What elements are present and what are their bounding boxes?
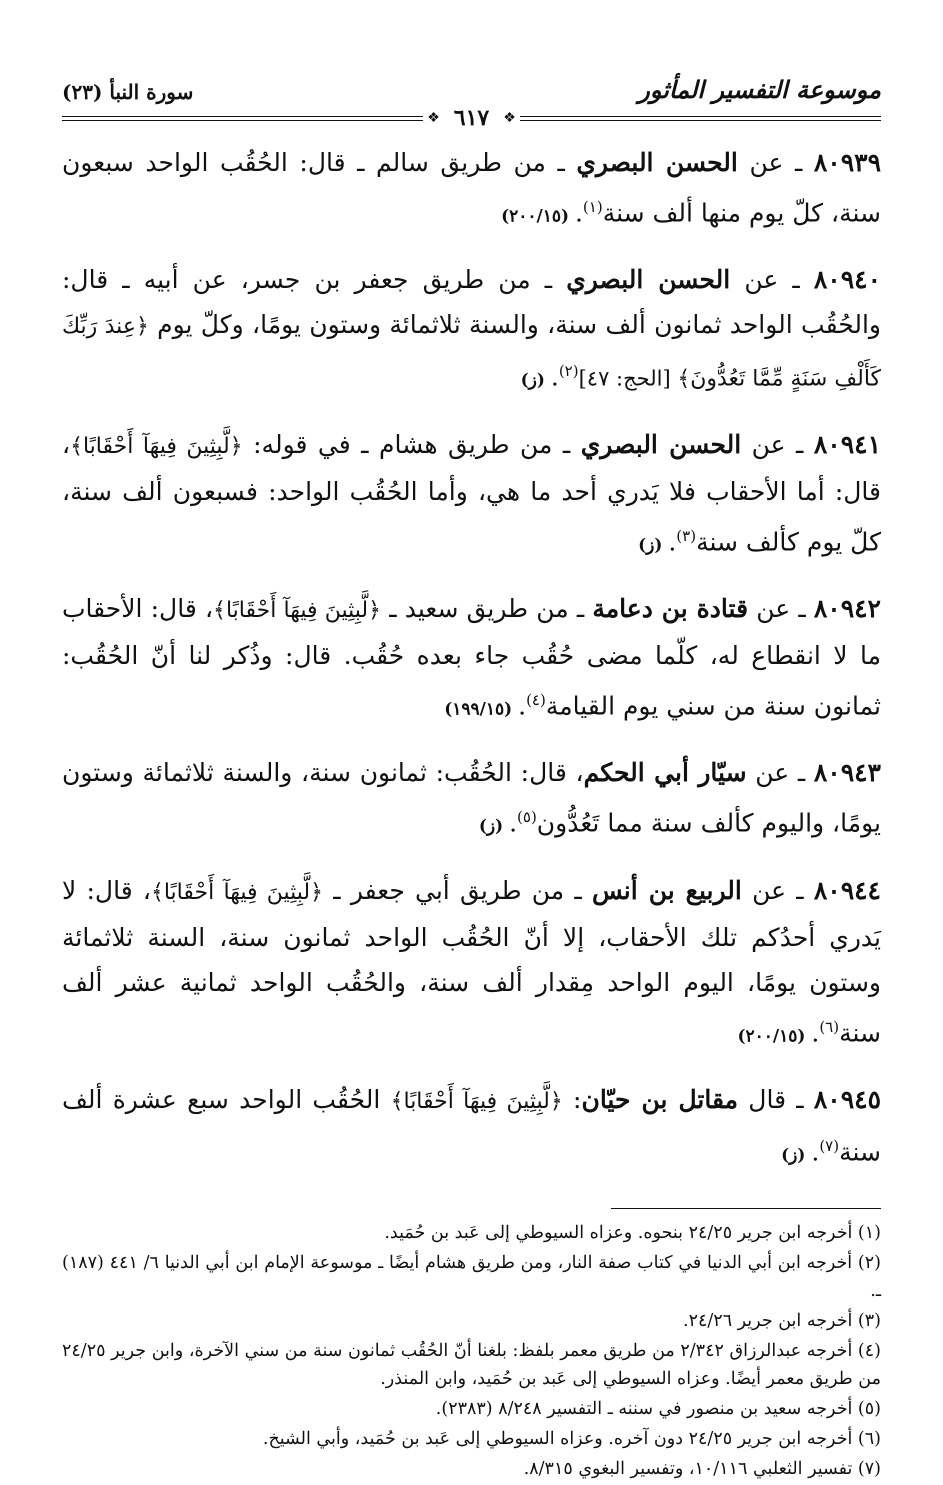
entry-text: : (562, 1084, 582, 1114)
header-rule-left (62, 116, 423, 121)
entry-prefix: ـ عن (730, 265, 814, 295)
entry-text: ـ من طريق هشام ـ في قوله: (242, 429, 581, 459)
volume-reference: (ز) (520, 370, 551, 391)
entry-end: . (550, 362, 559, 392)
entry-text-continued: ، قال: الأحقاب ما لا انقطاع له، كلّما مضى حُقُب جاء بعده حُقُب. قال: وذُكر لنا أنّ الحُقُب: ثمانون سنة من سني يوم القيامة (62, 593, 881, 721)
entry-number: ٨٠٩٤٤ (813, 875, 881, 905)
volume-reference: (ز) (638, 534, 669, 555)
narrator-name: الربيع بن أنس (591, 875, 742, 905)
entry-text-continued: ، قال: لا يَدري أحدُكم تلك الأحقاب، إلا أنّ الحُقُب الواحد ثمانون سنة، السنة ثلاثمائة وستون يومًا، اليوم الواحد مِقدار ألف سنة، والحُقُب الواحد ثمانية عشر ألف سنة (62, 875, 881, 1047)
entry-80939 (62, 140, 881, 239)
footnote-divider (611, 1208, 881, 1209)
quran-quote: ﴿لَّبِثِينَ فِيهَآ أَحْقَابًا﴾ (150, 879, 324, 905)
entry-end: . (811, 1017, 820, 1047)
volume-reference: (٢٠٠/١٥) (501, 206, 575, 227)
entry-number: ٨٠٩٤٠ (813, 265, 881, 295)
volume-reference: (٢٠٠/١٥) (737, 1025, 812, 1046)
ornament-icon: ❖ (503, 110, 516, 126)
entry-prefix: ـ عن (746, 758, 814, 788)
footnotes (62, 1219, 881, 1483)
entry-80940 (62, 257, 881, 403)
entry-80944 (62, 868, 881, 1059)
footnote-2: (٢) أخرجه ابن أبي الدنيا في كتاب صفة النار، ومن طريق هشام أيضًا ـ موسوعة الإمام ابن أبي الدنيا ٦/ ٤٤١ (١٨٧) ـ. (62, 1253, 881, 1302)
entry-end: . (518, 691, 527, 721)
entry-80945 (62, 1077, 881, 1178)
narrator-name: الحسن البصري (580, 429, 742, 459)
footnote-1: (١) أخرجه ابن جرير ٢٤/٢٥ بنحوه. وعزاه السيوطي إلى عَبد بن حُمَيد. (384, 1223, 881, 1244)
entry-text: ـ من طريق جعفر بن جسر، عن أبيه ـ قال: والحُقُب الواحد ثمانون ألف سنة، والسنة ثلاثمائة وستون يومًا، وكلّ يوم (62, 265, 881, 340)
entry-text: ـ من طريق سالم ـ قال: الحُقُب الواحد سبعون سنة، كلّ يوم منها ألف سنة (62, 148, 881, 228)
narrator-name: الحسن البصري (566, 265, 731, 295)
entry-prefix: ـ عن (741, 875, 814, 905)
footnote-marker[interactable]: (٣) (676, 526, 697, 545)
entries-list (62, 140, 881, 1178)
entry-text: ـ من طريق أبي جعفر ـ (323, 875, 592, 905)
header-rule (62, 106, 881, 130)
quran-quote: ﴿لَّبِثِينَ فِيهَآ أَحْقَابًا﴾ (70, 433, 243, 459)
entry-number: ٨٠٩٣٩ (813, 148, 881, 177)
header-rule-right (520, 116, 881, 121)
entry-80943 (62, 750, 881, 849)
volume-reference: (ز) (478, 816, 510, 837)
footnote-3: (٣) أخرجه ابن جرير ٢٤/٢٦. (683, 1311, 881, 1332)
entry-number: ٨٠٩٤٢ (813, 593, 881, 623)
book-title: موسوعة التفسير المأثور (638, 75, 881, 104)
footnote-marker[interactable]: (٦) (819, 1017, 840, 1036)
entry-end: . (509, 808, 518, 838)
entry-prefix: ـ عن (737, 148, 814, 177)
narrator-name: الحسن البصري (576, 148, 738, 177)
entry-80941 (62, 422, 881, 568)
footnote-marker[interactable]: (٢) (558, 362, 579, 381)
entry-end: . (811, 1137, 820, 1167)
page-number: ٦١٧ (453, 105, 490, 131)
entry-number: ٨٠٩٤٣ (813, 758, 881, 788)
entry-text-continued: ، قال: أما الأحقاب فلا يَدري أحد ما هي، وأما الحُقُب الواحد: فسبعون ألف سنة، كلّ يوم كألف سنة (62, 429, 881, 556)
entry-text: ، قال: الحُقُب: ثمانون سنة، والسنة ثلاثمائة وستون يومًا، واليوم كألف سنة مما تَعُدُّون (62, 758, 881, 838)
entry-prefix: ـ عن (748, 593, 814, 623)
footnote-marker[interactable]: (٥) (517, 808, 537, 827)
verse-source: [الحج: ٤٧] (578, 366, 678, 391)
ornament-icon: ❖ (427, 110, 440, 126)
footnote-marker[interactable]: (٧) (819, 1136, 840, 1155)
quran-quote: ﴿عِندَ رَبِّكَ كَأَلْفِ سَنَةٍ مِّمَّا تَعُدُّونَ﴾ (62, 314, 881, 392)
quran-quote: ﴿لَّبِثِينَ فِيهَآ أَحْقَابًا﴾ (390, 1088, 563, 1114)
narrator-name: مقاتل بن حيّان (581, 1084, 739, 1114)
quran-quote: ﴿لَّبِثِينَ فِيهَآ أَحْقَابًا﴾ (213, 597, 382, 623)
entry-prefix: ـ عن (741, 429, 814, 459)
footnote-6: (٦) أخرجه ابن جرير ٢٤/٢٥ دون آخره. وعزاه السيوطي إلى عَبد بن حُمَيد، وأبي الشيخ. (262, 1429, 881, 1450)
entry-text-continued: الحُقُب الواحد سبع عشرة ألف سنة (62, 1084, 881, 1167)
footnote-7: (٧) تفسير الثعلبي ١٠/١١٦، وتفسير البغوي ٨/٣١٥. (523, 1459, 881, 1480)
footnote-marker[interactable]: (١) (582, 198, 603, 216)
entry-prefix: ـ قال (738, 1084, 814, 1114)
page-header (62, 70, 881, 104)
footnote-marker[interactable]: (٤) (526, 690, 546, 709)
volume-reference: (١٩٩/١٥) (444, 699, 519, 720)
surah-title: سورة النبأ (٢٣) (62, 80, 194, 104)
footnote-5: (٥) أخرجه سعيد بن منصور في سننه ـ التفسير ٨/٢٤٨ (٢٣٨٣). (435, 1399, 881, 1420)
entry-number: ٨٠٩٤١ (813, 429, 881, 459)
volume-reference: (ز) (781, 1145, 812, 1166)
entry-end: . (574, 198, 583, 228)
entry-end: . (668, 526, 677, 556)
entry-text: ـ من طريق سعيد ـ (381, 593, 593, 623)
footnote-4: (٤) أخرجه عبدالرزاق ٢/٣٤٢ من طريق معمر بلفظ: بلغنا أنّ الحُقُب ثمانون سنة من سني الآخرة، وابن جرير ٢٤/٢٥ من طريق معمر أيضًا. وعزاه السيوطي إلى عَبد بن حُمَيد، وابن المنذر. (62, 1341, 881, 1390)
narrator-name: سيّار أبي الحكم (583, 758, 747, 788)
book-page (62, 70, 881, 1485)
entry-80942 (62, 586, 881, 732)
entry-number: ٨٠٩٤٥ (813, 1084, 882, 1114)
narrator-name: قتادة بن دعامة (592, 593, 749, 623)
